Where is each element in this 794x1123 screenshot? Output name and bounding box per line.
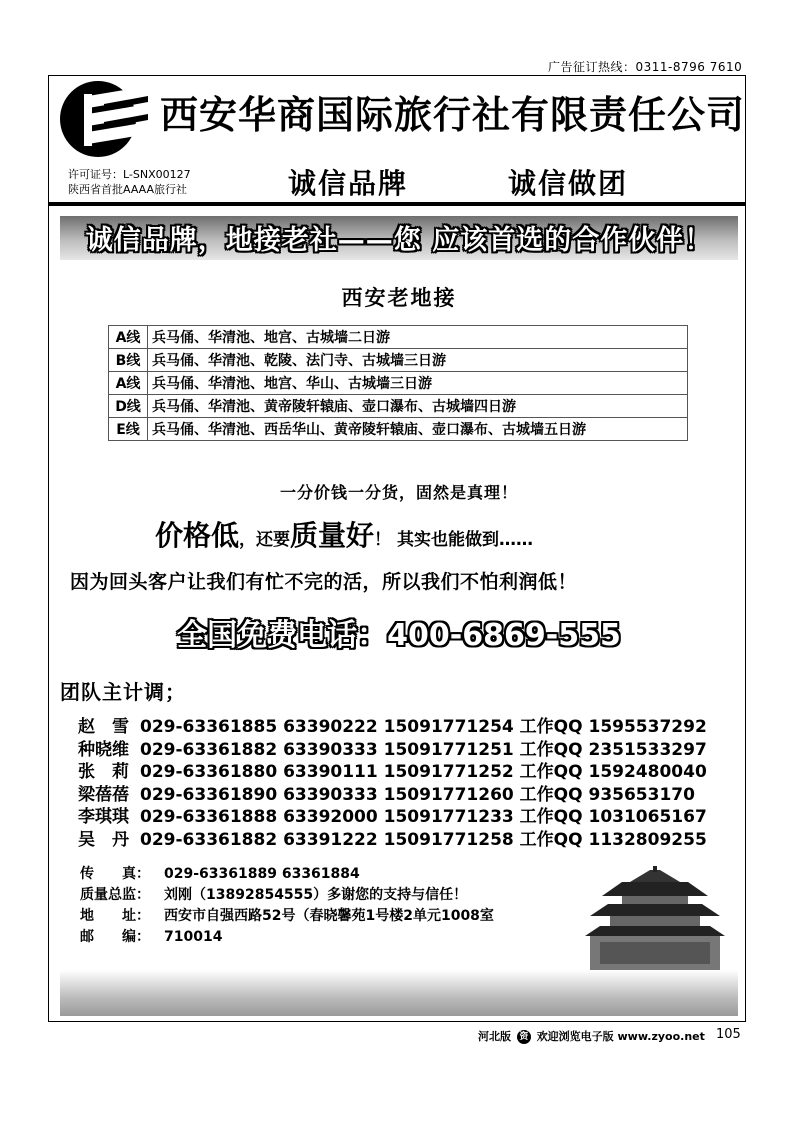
footer xyxy=(478,1028,705,1044)
contact-name: 种晓维 xyxy=(78,739,129,760)
info-quality xyxy=(80,885,494,906)
header-divider xyxy=(48,202,745,206)
contact-name: 张 莉 xyxy=(78,762,129,782)
route-desc: 兵马俑、华清池、地宫、华山、古城墙三日游 xyxy=(148,372,688,395)
bell-tower-icon xyxy=(580,866,730,971)
routes-title: 西安老地接 xyxy=(341,286,457,310)
route-desc: 兵马俑、华清池、地宫、古城墙二日游 xyxy=(148,326,688,349)
bottom-band xyxy=(60,970,738,1016)
slogan-right: 诚信做团 xyxy=(508,167,629,200)
contact-name: 赵 雪 xyxy=(78,717,129,737)
contact-name: 吴 丹 xyxy=(78,829,129,850)
info-list xyxy=(80,864,494,948)
list-item xyxy=(78,829,707,852)
list-item xyxy=(78,739,707,762)
promo-line-3: 因为回头客户让我们有忙不完的活，所以我们不怕利润低！ xyxy=(70,571,578,593)
info-fax xyxy=(80,864,494,885)
footer-edition: 河北版 xyxy=(478,1030,511,1043)
contact-phones: 029-63361882 63391222 15091771258 工作QQ 1132809255 xyxy=(140,829,707,850)
info-label: 邮 编： xyxy=(80,929,150,945)
route-desc: 兵马俑、华清池、西岳华山、黄帝陵轩辕庙、壶口瀑布、古城墙五日游 xyxy=(148,418,688,441)
contact-phones: 029-63361888 63392000 15091771233 工作QQ 1031065167 xyxy=(140,807,707,827)
license-rating: 陕西省首批AAAA旅行社 xyxy=(68,183,188,196)
banner-text: 诚信品牌，地接老社——您 应该首选的合作伙伴！ xyxy=(85,225,713,256)
info-label: 地 址： xyxy=(80,908,150,924)
zyoo-badge-icon: 资 xyxy=(517,1030,531,1044)
route-code: D线 xyxy=(109,395,148,418)
info-postcode xyxy=(80,927,494,948)
route-code: A线 xyxy=(109,326,148,349)
slogan-left: 诚信品牌 xyxy=(288,167,409,200)
contact-name: 李琪琪 xyxy=(78,807,129,827)
footer-link[interactable]: 欢迎浏览电子版 www.zyoo.net xyxy=(536,1030,705,1043)
list-item xyxy=(78,806,707,829)
promo-line-2 xyxy=(155,514,533,554)
ad-hotline: 广告征订热线：0311-8796 7610 xyxy=(548,60,743,74)
table-row xyxy=(109,372,688,395)
info-value: 西安市自强西路52号（春晓馨苑1号楼2单元1008室 xyxy=(164,908,494,924)
table-row xyxy=(109,418,688,441)
list-item xyxy=(78,716,707,739)
company-logo-icon xyxy=(58,78,150,160)
route-code: B线 xyxy=(109,349,148,372)
page-number: 105 xyxy=(716,1027,741,1042)
contact-name: 梁蓓蓓 xyxy=(78,784,129,805)
route-code: A线 xyxy=(109,372,148,395)
promo-can-do: ！ 其实也能做到…… xyxy=(374,530,533,550)
info-value: 710014 xyxy=(164,929,223,945)
company-name: 西安华商国际旅行社有限责任公司 xyxy=(160,93,746,137)
contact-phones: 029-63361885 63390222 15091771254 工作QQ 1595537292 xyxy=(140,717,707,737)
route-desc: 兵马俑、华清池、乾陵、法门寺、古城墙三日游 xyxy=(148,349,688,372)
license-number: 许可证号：L-SNX00127 xyxy=(68,168,191,181)
table-row xyxy=(109,395,688,418)
promo-line-1: 一分价钱一分货，固然是真理！ xyxy=(279,483,518,502)
info-value: 029-63361889 63361884 xyxy=(164,866,360,882)
route-desc: 兵马俑、华清池、黄帝陵轩辕庙、壶口瀑布、古城墙四日游 xyxy=(148,395,688,418)
contact-phones: 029-63361882 63390333 15091771251 工作QQ 2351533297 xyxy=(140,739,707,760)
promo-price-low: 价格低 xyxy=(155,519,240,552)
team-title: 团队主计调； xyxy=(60,680,186,704)
promo-quality-good: 质量好 xyxy=(290,519,375,552)
free-phone: 全国免费电话：400-6869-555 xyxy=(177,618,621,653)
contact-phones: 029-63361880 63390111 15091771252 工作QQ 1592480040 xyxy=(140,762,707,782)
route-code: E线 xyxy=(109,418,148,441)
routes-table xyxy=(108,325,688,441)
info-value: 刘刚（13892854555）多谢您的支持与信任！ xyxy=(164,887,468,903)
list-item xyxy=(78,761,707,784)
table-row xyxy=(109,349,688,372)
table-row xyxy=(109,326,688,349)
license-info xyxy=(68,167,191,197)
contact-phones: 029-63361890 63390333 15091771260 工作QQ 935653170 xyxy=(140,784,695,805)
promo-also: ，还要 xyxy=(239,530,291,550)
contact-list xyxy=(78,716,707,851)
info-address xyxy=(80,906,494,927)
info-label: 质量总监： xyxy=(80,887,150,903)
info-label: 传 真： xyxy=(80,866,150,882)
list-item xyxy=(78,784,707,807)
